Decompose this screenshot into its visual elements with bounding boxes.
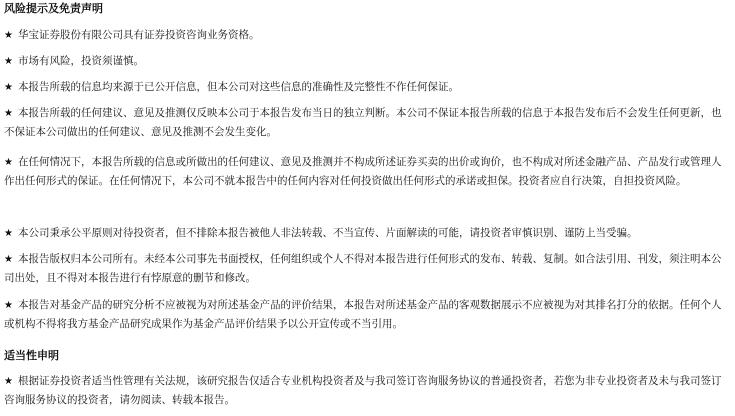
paragraph-independent-judgment: ★ 本报告所载的任何建议、意见及推测仅反映本公司于本报告发布当日的独立判断。本公司不保证本报告所载的信息于本报告发布后不会发生任何更新，也不保证本公司做出的任何建议、意见及推测不会发生变化。 bbox=[4, 104, 728, 142]
star-bullet-icon: ★ bbox=[4, 300, 13, 311]
star-bullet-icon: ★ bbox=[4, 376, 13, 387]
paragraph-fund-research: ★ 本报告对基金产品的研究分析不应被视为对所述基金产品的评价结果，本报告对所述基金产品的客观数据展示不应被视为对其排名打分的依据。任何个人或机构不得将我方基金产品研究成果作为基金产品评价结果予以公开宣传或不当引用。 bbox=[4, 296, 728, 334]
paragraph-info-source: ★ 本报告所载的信息均来源于已公开信息，但本公司对这些信息的准确性及完整性不作任何保证。 bbox=[4, 78, 728, 97]
risk-disclaimer-heading: 风险提示及免责声明 bbox=[4, 2, 103, 15]
paragraph-copyright: ★ 本报告版权归本公司所有。未经本公司事先书面授权，任何组织或个人不得对本报告进行任何形式的发布、转载、复制。如合法引用、刊发，须注明本公司出处，且不得对本报告进行有悖原意的删节和修改。 bbox=[4, 250, 728, 288]
paragraph-fair-treatment: ★ 本公司秉承公平原则对待投资者，但不排除本报告被他人非法转载、不当宣传、片面解读的可能，请投资者审慎识别、谨防上当受骗。 bbox=[4, 224, 728, 243]
paragraph-license: ★ 华宝证券股份有限公司具有证券投资咨询业务资格。 bbox=[4, 26, 728, 45]
paragraph-suitability: ★ 根据证券投资者适当性管理有关法规，该研究报告仅适合专业机构投资者及与我司签订咨询服务协议的普通投资者，若您为非专业投资者及未与我司签订咨询服务协议的投资者，请勿阅读、转载本报告。 bbox=[4, 372, 728, 410]
star-bullet-icon: ★ bbox=[4, 157, 13, 168]
paragraph-no-offer: ★ 在任何情况下，本报告所载的信息或所做出的任何建议、意见及推测并不构成所述证券买卖的出价或询价，也不构成对所述金融产品、产品发行或管理人作出任何形式的保证。在任何情况下，本公司不就本报告中的任何内容对任何投资做出任何形式的承诺或担保。投资者应自行决策，自担投资风险。 bbox=[4, 153, 728, 191]
suitability-heading: 适当性申明 bbox=[4, 349, 59, 362]
star-bullet-icon: ★ bbox=[4, 82, 13, 93]
star-bullet-icon: ★ bbox=[4, 30, 13, 41]
star-bullet-icon: ★ bbox=[4, 56, 13, 67]
star-bullet-icon: ★ bbox=[4, 254, 13, 265]
paragraph-market-risk: ★ 市场有风险，投资须谨慎。 bbox=[4, 52, 728, 71]
star-bullet-icon: ★ bbox=[4, 108, 13, 119]
star-bullet-icon: ★ bbox=[4, 228, 13, 239]
